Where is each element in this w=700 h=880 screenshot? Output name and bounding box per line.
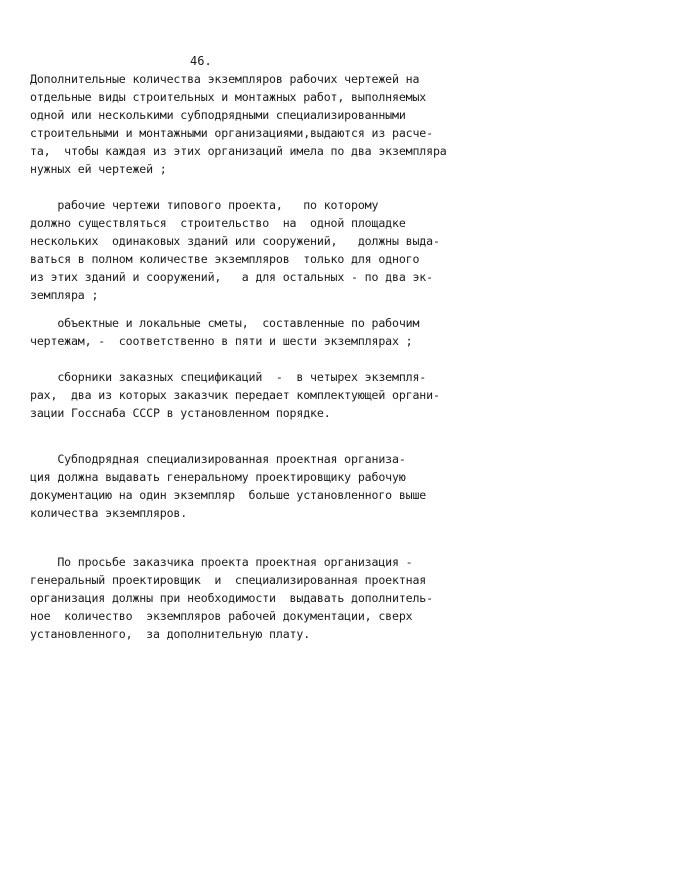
text-line: земпляра ; [30, 288, 99, 302]
paragraph-additional-copies [30, 70, 460, 178]
text-line: объектные и локальные сметы, составленные по рабочим [30, 316, 420, 330]
text-line: установленного, за дополнительную плату. [30, 627, 311, 641]
text-line: организация должны при необходимости выдавать дополнитель- [30, 591, 433, 605]
paragraph-subcontractor [30, 450, 460, 522]
text-line: сборники заказных спецификаций - в четырех экземпля- [30, 370, 427, 384]
text-line: чертежам, - соответственно в пяти и шести экземплярах ; [30, 334, 413, 348]
paragraph-specifications [30, 368, 460, 422]
text-line: рах, два из которых заказчик передает комплектующей органи- [30, 388, 440, 402]
text-line: количества экземпляров. [30, 506, 188, 520]
text-line: нужных ей чертежей ; [30, 162, 167, 176]
text-line: Дополнительные количества экземпляров рабочих чертежей на [30, 72, 420, 86]
text-line: ция должна выдавать генеральному проектировщику рабочую [30, 470, 406, 484]
text-line: одной или несколькими субподрядными специализированными [30, 108, 406, 122]
paragraph-typical-project-drawings [30, 196, 460, 304]
text-line: ное количество экземпляров рабочей документации, сверх [30, 609, 413, 623]
text-line: По просьбе заказчика проекта проектная организация - [30, 555, 413, 569]
paragraph-estimates [30, 314, 460, 350]
text-line: генеральный проектировщик и специализированная проектная [30, 573, 427, 587]
text-line: отдельные виды строительных и монтажных работ, выполняемых [30, 90, 427, 104]
text-line: ваться в полном количестве экземпляров только для одного [30, 252, 420, 266]
text-line: зации Госснаба СССР в установленном порядке. [30, 406, 331, 420]
text-line: из этих зданий и сооружений, а для остальных - по два эк- [30, 270, 433, 284]
paragraph-customer-request [30, 553, 460, 643]
text-line: та, чтобы каждая из этих организаций имела по два экземпляра [30, 144, 447, 158]
text-line: документацию на один экземпляр больше установленного выше [30, 488, 427, 502]
text-line: должно существляться строительство на одной площадке [30, 216, 406, 230]
text-line: рабочие чертежи типового проекта, по которому [30, 198, 379, 212]
text-line: нескольких одинаковых зданий или сооружений, должны выда- [30, 234, 440, 248]
text-line: Субподрядная специализированная проектная организа- [30, 452, 406, 466]
text-line: строительными и монтажными организациями,выдаются из расче- [30, 126, 433, 140]
page-number: 46. [190, 54, 212, 68]
